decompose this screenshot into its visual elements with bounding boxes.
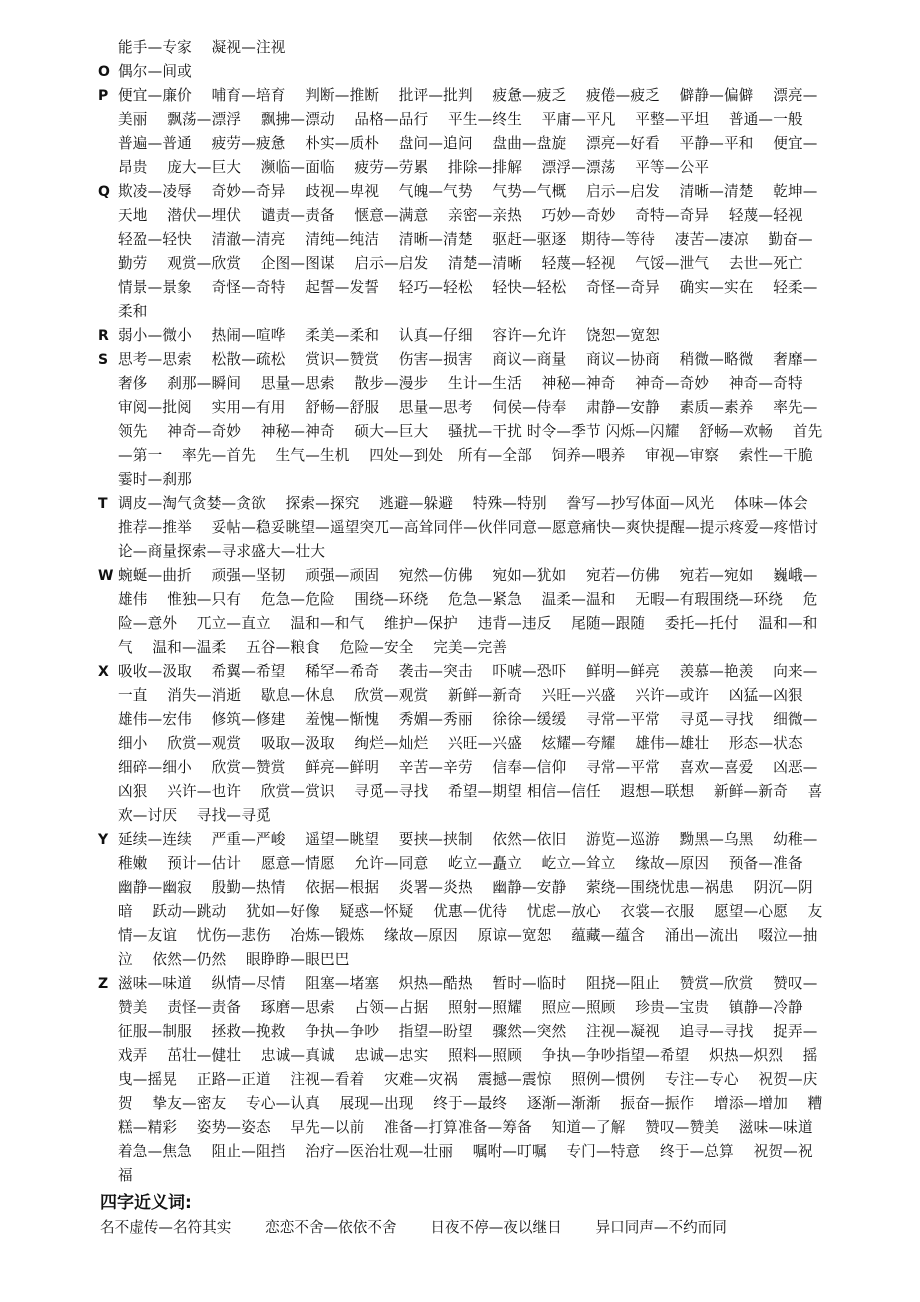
group-o [98, 60, 826, 84]
group-initial: O [98, 64, 111, 80]
group-y [98, 828, 826, 972]
group-initial: W [98, 568, 114, 584]
four-char-line: 名不虚传—名符其实 恋恋不舍—依依不舍 日夜不停—夜以继日 异口同声—不约而同 [100, 1219, 727, 1236]
group-z [98, 972, 833, 1188]
group-initial: X [98, 664, 109, 680]
group-text: 蜿蜒—曲折 顽强—坚韧 顽强—顽固 宛然—仿佛 宛如—犹如 宛若—仿佛 宛若—宛如 巍峨—雄伟 惟独—只有 危急—危险 围绕—环绕 危急—紧急 温柔—温和 无暇—有瑕围绕—环绕 危险—意外 兀立—直立 温和—和气 维护—保护 违背—违反 尾随—跟随 委托—托付 温和—和气 温和—温柔 五谷—粮食 危险—安全 完美—完善 [118, 567, 818, 656]
group-text: 延续—连续 严重—严峻 遥望—眺望 要挟—挟制 依然—依旧 游览—巡游 黝黑—乌黑 幼稚—稚嫩 预计—估计 愿意—情愿 允许—同意 屹立—矗立 屹立—耸立 缘故—原因 预备—准备 幽静—幽寂 殷勤—热情 依据—根据 炎署—炎热 幽静—安静 萦绕—围绕忧患—祸患 阴沉—阴暗 跃动—跳动 犹如—好像 疑惑—怀疑 优惠—优待 忧虑—放心 衣裳—衣服 愿望—心愿 友情—友谊 忧伤—悲伤 冶炼—锻炼 缘故—原因 原谅—宽恕 蕴藏—蕴含 涌出—流出 啜泣—抽泣 依然—仍然 眼睁睁—眼巴巴 [118, 831, 823, 968]
group-q [98, 180, 826, 324]
group-initial: Y [98, 832, 109, 848]
group-initial: S [98, 352, 109, 368]
group-initial: R [98, 328, 109, 344]
group-r [98, 324, 826, 348]
group-text: 吸收—汲取 希翼—希望 稀罕—希奇 袭击—突击 吓唬—恐吓 鲜明—鲜亮 羡慕—艳羡 向来—一直 消失—消逝 歇息—休息 欣赏—观赏 新鲜—新奇 兴旺—兴盛 兴许—或许 凶猛—凶狠 雄伟—宏伟 修筑—修建 羞愧—惭愧 秀媚—秀丽 徐徐—缓缓 寻常—平常 寻觅—寻找 细微—细小 欣赏—观赏 吸取—汲取 绚烂—灿烂 兴旺—兴盛 炫耀—夸耀 雄伟—雄壮 形态—状态 细碎—细小 欣赏—赞赏 鲜亮—鲜明 辛苦—辛劳 信奉—信仰 寻常—平常 喜欢—喜爱 凶恶—凶狠 兴许—也许 欣赏—赏识 寻觅—寻找 希望—期望 相信—信任 遐想—联想 新鲜—新奇 喜欢—讨厌 寻找—寻觅 [118, 663, 823, 824]
group-p [98, 84, 826, 180]
group-text: 滋味—味道 纵情—尽情 阻塞—堵塞 炽热—酷热 暂时—临时 阻挠—阻止 赞赏—欣赏 赞叹—赞美 责怪—责备 琢磨—思索 占领—占据 照射—照耀 照应—照顾 珍贵—宝贵 镇静—冷静 征服—制服 拯救—挽救 争执—争吵 指望—盼望 骤然—突然 注视—凝视 追寻—寻找 捉弄—戏弄 茁壮—健壮 忠诚—真诚 忠诚—忠实 照料—照顾 争执—争吵指望—希望 炽热—炽烈 摇曳—摇晃 正路—正道 注视—看着 灾难—灾祸 震撼—震惊 照例—惯例 专注—专心 祝贺—庆贺 挚友—密友 专心—认真 展现—出现 终于—最终 逐渐—渐渐 振奋—振作 增添—增加 糟糕—精彩 姿势—姿态 早先—以前 准备—打算准备—筹备 知道—了解 赞叹—赞美 滋味—味道 着急—焦急 阻止—阻挡 治疗—医治壮观—壮丽 嘱咐—叮嘱 专门—特意 终于—总算 祝贺—祝福 [118, 975, 833, 1184]
group-initial: P [98, 88, 109, 104]
group-t [98, 492, 828, 564]
group-initial: Z [98, 976, 109, 992]
group-x [98, 660, 826, 828]
group-text: 思考—思索 松散—疏松 赏识—赞赏 伤害—损害 商议—商量 商议—协商 稍微—略微 奢靡—奢侈 刹那—瞬间 思量—思索 散步—漫步 生计—生活 神秘—神奇 神奇—奇妙 神奇—奇特 审阅—批阅 实用—有用 舒畅—舒服 思量—思考 伺侯—侍奉 肃静—安静 素质—素养 率先—领先 神奇—奇妙 神秘—神奇 硕大—巨大 骚扰—干扰 时令—季节 闪烁—闪耀 舒畅—欢畅 首先—第一 率先—首先 生气—生机 四处—到处 所有—全部 饲养—喂养 审视—审察 索性—干脆 霎时—刹那 [118, 351, 833, 488]
top-line: 能手—专家 凝视—注视 [118, 39, 286, 56]
group-text: 调皮—淘气贪婪—贪欲 探索—探究 逃避—躲避 特殊—特别 誊写—抄写体面—风光 体味—体会 推荐—推举 妥帖—稳妥眺望—遥望突兀—高耸同伴—伙伴同意—愿意痛快—爽快提醒—提示疼爱—疼惜讨论—商量探索—寻求盛大—壮大 [118, 495, 828, 560]
group-text: 偶尔—间或 [118, 63, 192, 80]
group-initial: T [98, 496, 108, 512]
group-initial: Q [98, 184, 111, 200]
group-w [98, 564, 826, 660]
four-char-heading: 四字近义词: [100, 1193, 192, 1213]
group-text: 弱小—微小 热闹—喧哗 柔美—柔和 认真—仔细 容许—允许 饶恕—宽恕 [118, 327, 660, 344]
group-s [98, 348, 833, 492]
group-text: 便宜—廉价 哺育—培育 判断—推断 批评—批判 疲惫—疲乏 疲倦—疲乏 僻静—偏僻 漂亮—美丽 飘荡—漂浮 飘拂—漂动 品格—品行 平生—终生 平庸—平凡 平整—平坦 普通—一般 普遍—普通 疲劳—疲惫 朴实—质朴 盘问—追问 盘曲—盘旋 漂亮—好看 平静—平和 便宜—昂贵 庞大—巨大 濒临—面临 疲劳—劳累 排除—排解 漂浮—漂荡 平等—公平 [118, 87, 823, 176]
group-text: 欺凌—凌辱 奇妙—奇异 歧视—卑视 气魄—气势 气势—气概 启示—启发 清晰—清楚 乾坤—天地 潜伏—埋伏 谴责—责备 惬意—满意 亲密—亲热 巧妙—奇妙 奇特—奇异 轻蔑—轻视 轻盈—轻快 清澈—清亮 清纯—纯洁 清晰—清楚 驱赶—驱逐 期待—等待 凄苦—凄凉 勤奋—勤劳 观赏—欣赏 企图—图谋 启示—启发 清楚—清晰 轻蔑—轻视 气馁—泄气 去世—死亡 情景—景象 奇怪—奇特 起誓—发誓 轻巧—轻松 轻快—轻松 奇怪—奇异 确实—实在 轻柔—柔和 [118, 183, 823, 320]
